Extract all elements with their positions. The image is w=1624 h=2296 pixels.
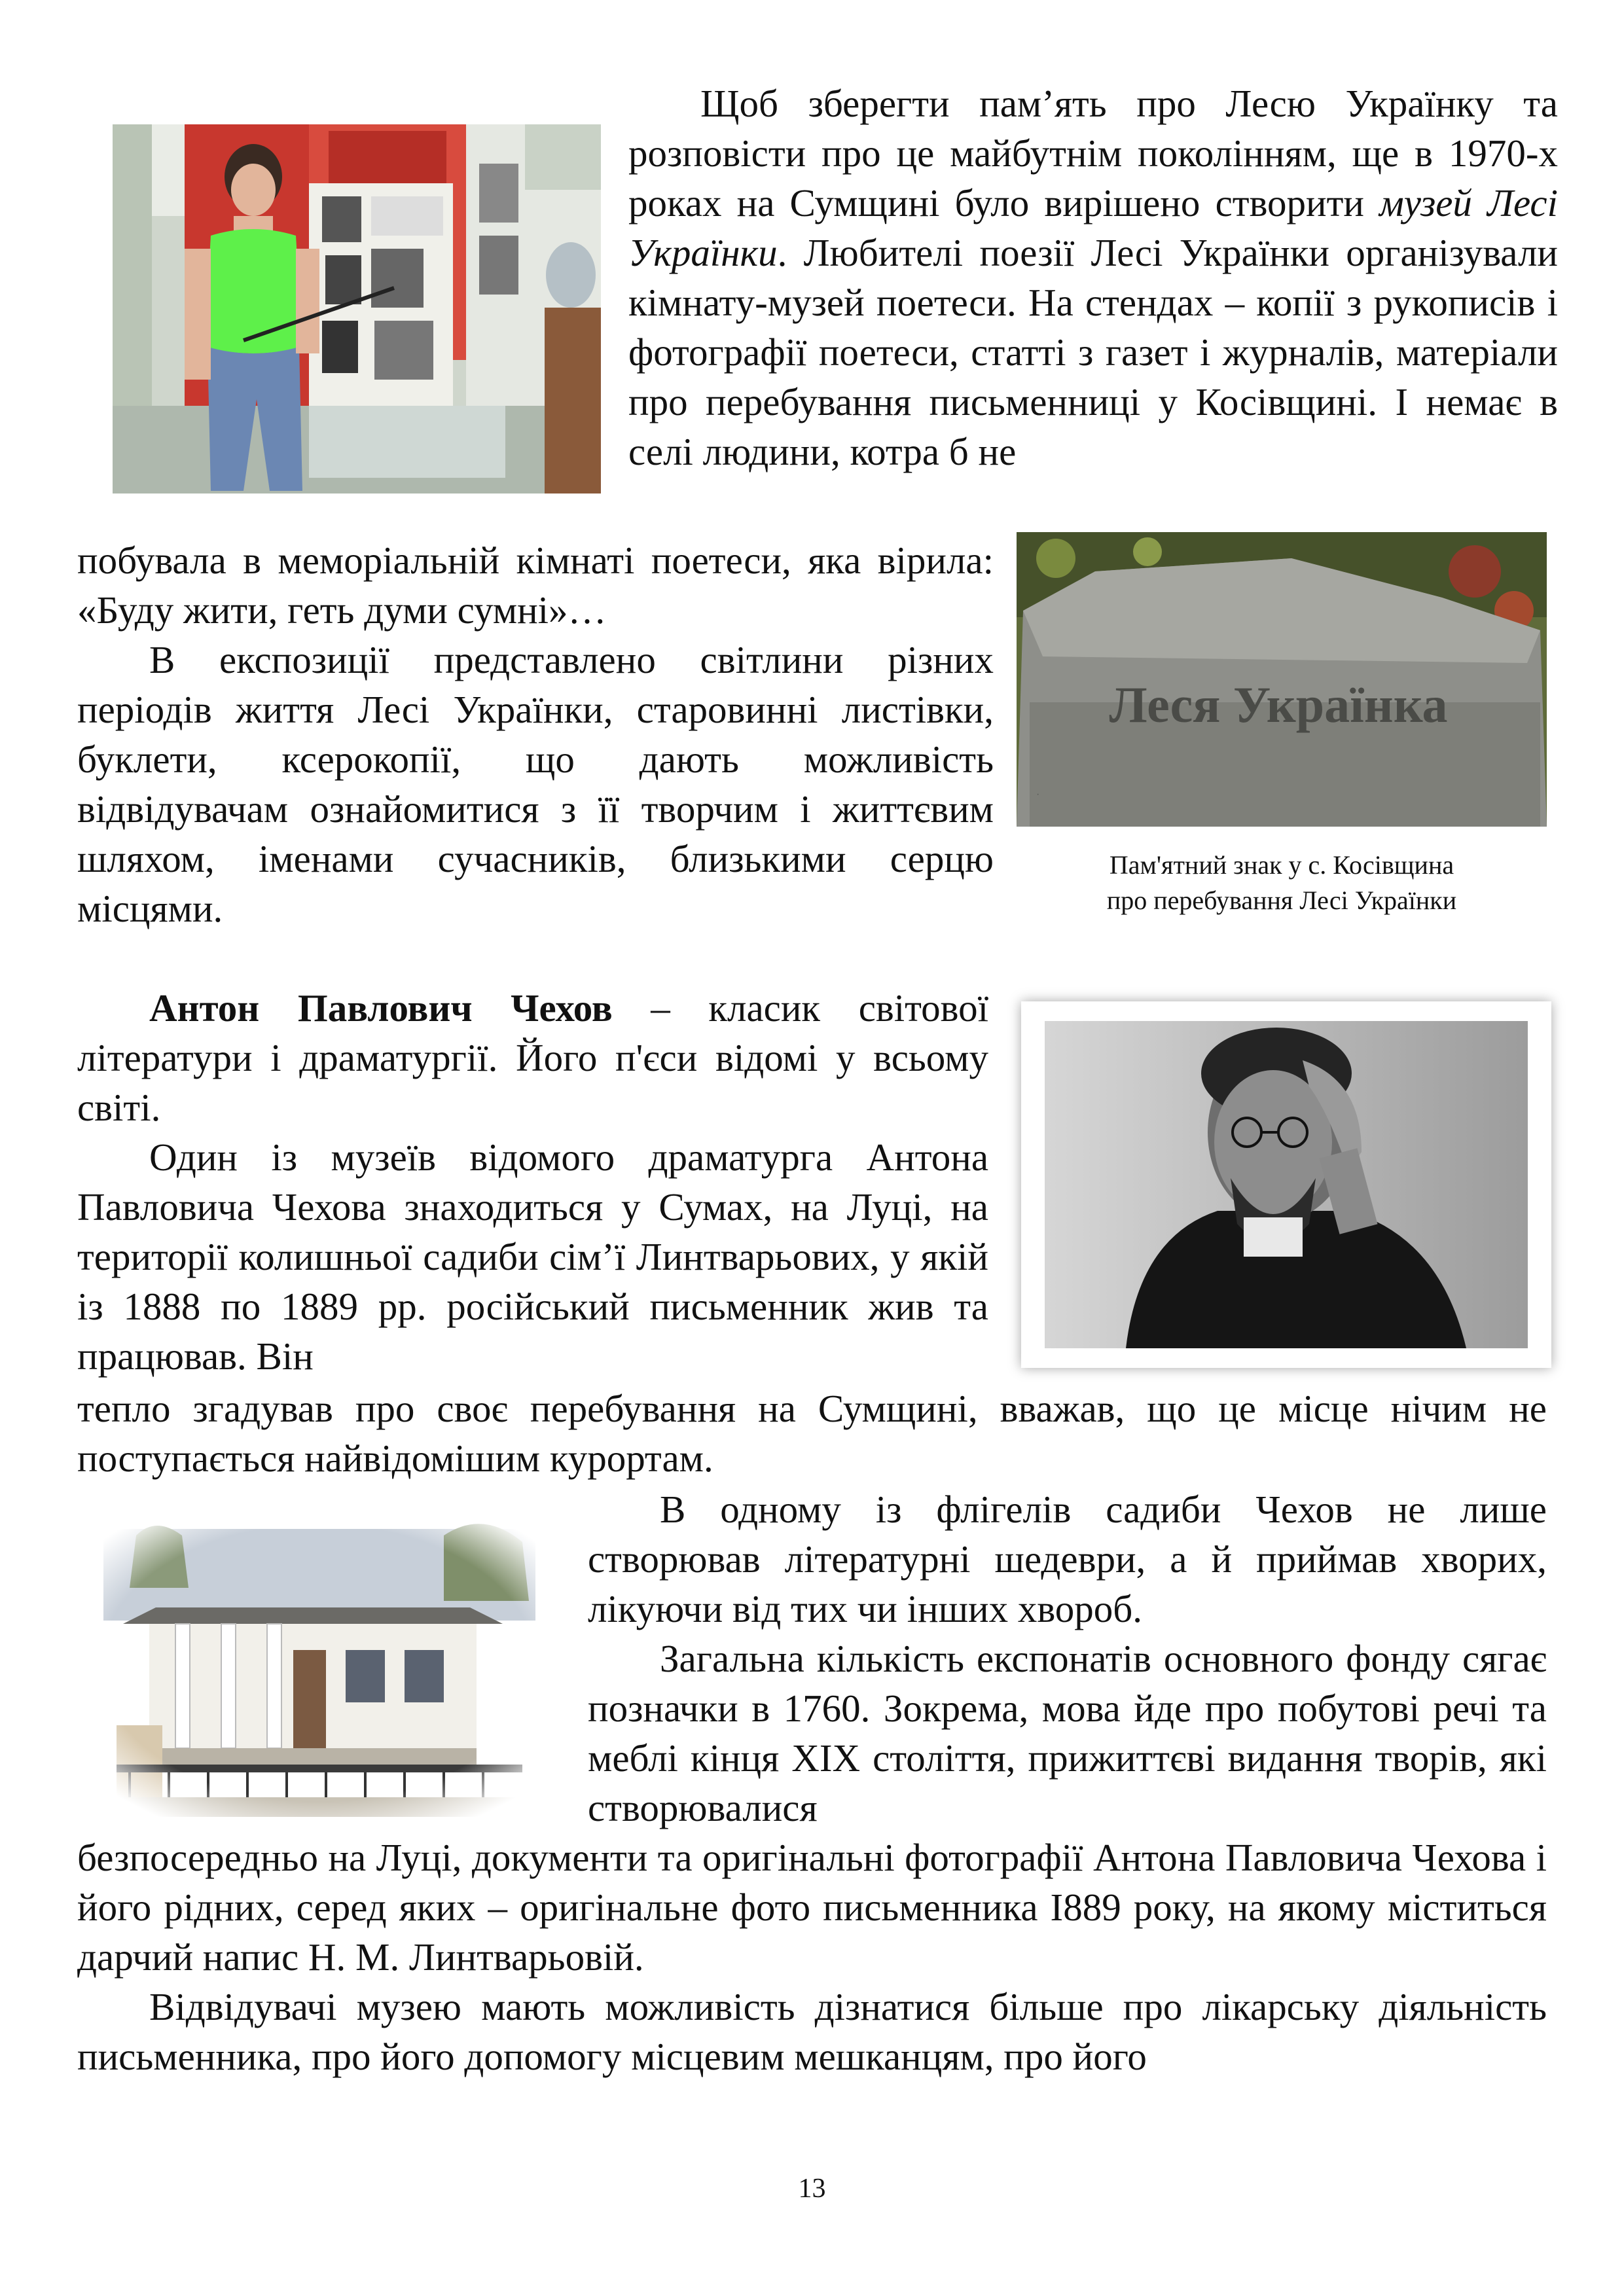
museum-room-image <box>113 124 601 493</box>
chekhov-wing-block <box>588 1484 1547 1833</box>
lesya-intro-rest: Лесі Українки організували кімнату-музей поетеси. На стендах – копії з рукописів і фотографії поетеси, статті з газет і журналів, матеріали про перебування письменниці у Косівщині. І немає в селі людини, котра б не <box>628 231 1558 473</box>
chekhov-intro-block <box>77 983 988 1381</box>
lesya-intro-line-4-after: . Любителі поезії <box>777 231 1075 274</box>
memorial-stone-image <box>1017 532 1547 827</box>
museum-room-photo <box>113 124 601 493</box>
stone-caption-line-2: про перебування Лесі Українки <box>1106 886 1457 915</box>
stone-caption-line-1: Пам'ятний знак у с. Косівщина <box>1109 850 1454 880</box>
exposition-paragraph: В експозиції представлено світлини різних періодів життя Лесі Українки, старовинні листівки, буклети, ксерокопії, що дають можливість відвідувачам ознайомитися з її творчим і життєвим шляхом, іменами сучасників, близькими серцю місцями. <box>77 638 994 930</box>
chekhov-museum-paragraph: Один із музеїв відомого драматурга Антона Павловича Чехова знаходиться у Сумах, на Луці, на території колишньої садиби сім’ї Линтварьових, у якій із 1888 по 1889 рр. російський письменник жив та працював. Він <box>77 1136 988 1378</box>
chekhov-visitors-paragraph: Відвідувачі музею мають можливість дізнатися більше про лікарську діяльність письменника, про його допомогу місцевим мешканцям, про його <box>77 1985 1547 2078</box>
chekhov-portrait-frame <box>1021 1001 1551 1368</box>
lesya-intro-line-3: 1970-х роках на Сумщині було вирішено <box>628 132 1558 224</box>
chekhov-fullwidth-block <box>77 1384 1547 1483</box>
lesya-intro-line-2: розповісти про це майбутнім поколінням, ще в <box>628 132 1433 175</box>
chekhov-bottom-block <box>77 1833 1547 2081</box>
chekhov-fund-paragraph-full: безпосередньо на Луці, документи та оригінальні фотографії Антона Павловича Чехова і його рідних, серед яких – оригінальне фото письменника І889 року, на якому міститься дарчий напис Н. М. Линтварьовій. <box>77 1836 1547 1979</box>
museum-name-italic: музей Лесі Українки <box>628 181 1559 274</box>
page-number: 13 <box>798 2174 826 2204</box>
lesya-continued-block <box>77 535 994 933</box>
chekhov-portrait-image <box>1021 1001 1551 1368</box>
memorial-stone-photo <box>1017 532 1547 827</box>
stone-inscription: Леся Українка <box>1109 676 1448 733</box>
chekhov-intro-paragraph <box>77 983 988 1132</box>
stone-caption <box>1017 848 1547 918</box>
chekhov-house-image <box>77 1509 559 1817</box>
lesya-intro-block <box>628 79 1558 476</box>
lesya-continued-paragraph: побувала в меморіальній кімнаті поетеси, яка вірила: «Буду жити, геть думи сумні»… <box>77 539 994 632</box>
lesya-intro-paragraph <box>628 79 1558 476</box>
chekhov-intro-text: – класик світової літератури і драматургії. Його п'єси відомі у всьому світі. <box>77 986 988 1129</box>
chekhov-wing-paragraph: В одному із флігелів садиби Чехов не лише створював літературні шедеври, а й приймав хворих, лікуючи від тих чи інших хвороб. <box>588 1488 1547 1630</box>
lesya-intro-line-4-before: створити <box>1215 181 1380 224</box>
chekhov-house-photo <box>77 1509 559 1817</box>
chekhov-fullwidth-paragraph: тепло згадував про своє перебування на Сумщині, вважав, що це місце нічим не поступається найвідомішим курортам. <box>77 1387 1547 1480</box>
lesya-intro-line-1: Щоб зберегти пам’ять про Лесю Українку та <box>700 82 1558 125</box>
chekhov-name-bold: Антон Павлович Чехов <box>149 986 613 1030</box>
svg-text:·: · <box>1036 789 1040 800</box>
chekhov-fund-paragraph-right: Загальна кількість експонатів основного фонду сягає позначки в 1760. Зокрема, мова йде про побутові речі та меблі кінця XIX століття, прижиттєві видання творів, які створювалися <box>588 1637 1547 1829</box>
